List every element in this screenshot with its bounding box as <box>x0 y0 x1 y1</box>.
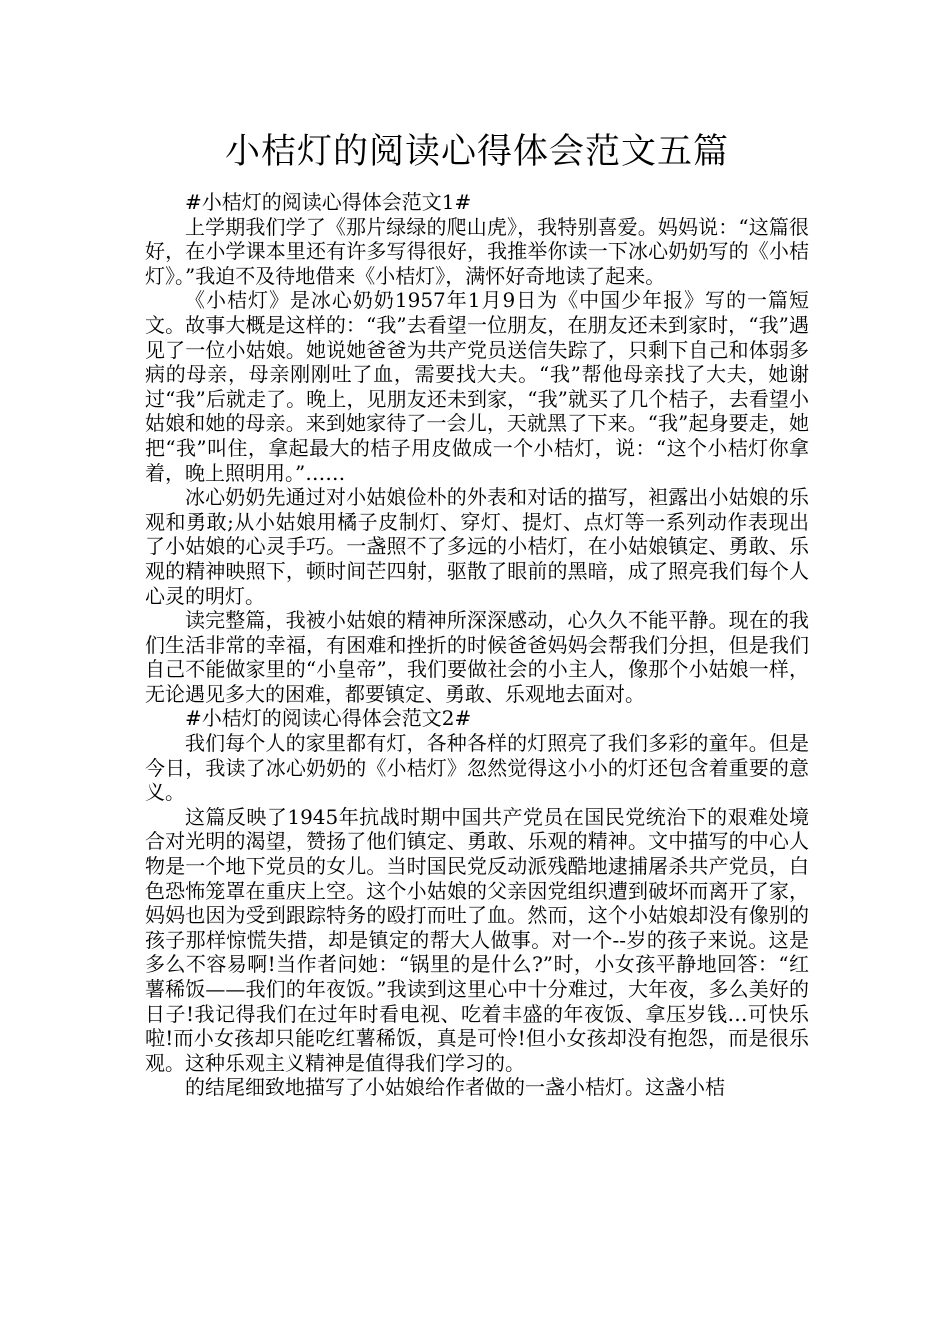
section-heading-2: #小桔灯的阅读心得体会范文2# <box>185 706 472 731</box>
paragraph: 读完整篇，我被小姑娘的精神所深深感动，心久久不能平静。现在的我们生活非常的幸福，有困难和挫折的时候爸爸妈妈会帮我们分担，但是我们自己不能做家里的“小皇帝”，我们要做社会的小主人，像那个小姑娘一样，无论遇见多大的困难，都要镇定、勇敢、乐观地去面对。 <box>145 608 809 706</box>
section-heading-1: #小桔灯的阅读心得体会范文1# <box>185 190 472 214</box>
paragraph: 《小桔灯》是冰心奶奶1957年1月9日为《中国少年报》写的一篇短文。故事大概是这样的：“我”去看望一位朋友，在朋友还未到家时，“我”遇见了一位小姑娘。她说她爸爸为共产党员送信失踪了，只剩下自己和体弱多病的母亲，母亲刚刚吐了血，需要找大夫。“我”帮他母亲找了大夫，她谢过“我”后就走了。晚上，见朋友还未到家，“我”就买了几个桔子，去看望小姑娘和她的母亲。来到她家待了一会儿，天就黑了下来。“我”起身要走，她把“我”叫住，拿起最大的桔子用皮做成一个小桔灯，说：“这个小桔灯你拿着，晚上照明用。”…… <box>145 288 809 485</box>
paragraph: 的结尾细致地描写了小姑娘给作者做的一盏小桔灯。这盏小桔 <box>185 1075 725 1100</box>
paragraph: 上学期我们学了《那片绿绿的爬山虎》，我特别喜爱。妈妈说：“这篇很好，在小学课本里还有许多写得很好，我推举你读一下冰心奶奶写的《小桔灯》。”我迫不及待地借来《小桔灯》，满怀好奇地读了起来。 <box>145 214 809 288</box>
document-page <box>145 118 809 1100</box>
paragraph: 冰心奶奶先通过对小姑娘俭朴的外表和对话的描写，袒露出小姑娘的乐观和勇敢;从小姑娘用橘子皮制灯、穿灯、提灯、点灯等一系列动作表现出了小姑娘的心灵手巧。一盏照不了多远的小桔灯，在小姑娘镇定、勇敢、乐观的精神映照下，顿时间芒四射，驱散了眼前的黑暗，成了照亮我们每个人心灵的明灯。 <box>145 485 809 608</box>
paragraph: 我们每个人的家里都有灯，各种各样的灯照亮了我们多彩的童年。但是今日，我读了冰心奶奶的《小桔灯》忽然觉得这小小的灯还包含着重要的意义。 <box>145 731 809 805</box>
document-body <box>145 190 809 1100</box>
document-title: 小桔灯的阅读心得体会范文五篇 <box>224 132 729 172</box>
paragraph: 这篇反映了1945年抗战时期中国共产党员在国民党统治下的艰难处境合对光明的渴望，赞扬了他们镇定、勇敢、乐观的精神。文中描写的中心人物是一个地下党员的女儿。当时国民党反动派残酷地逮捕屠杀共产党员，白色恐怖笼罩在重庆上空。这个小姑娘的父亲因党组织遭到破坏而离开了家，妈妈也因为受到跟踪特务的殴打而吐了血。然而，这个小姑娘却没有像别的孩子那样惊慌失措，却是镇定的帮大人做事。对一个--岁的孩子来说。这是多么不容易啊!当作者问她：“锅里的是什么?”时，小女孩平静地回答：“红薯稀饭——我们的年夜饭。”我读到这里心中十分难过，大年夜，多么美好的日子!我记得我们在过年时看电视、吃着丰盛的年夜饭、拿压岁钱…可快乐啦!而小女孩却只能吃红薯稀饭，真是可怜!但小女孩却没有抱怨，而是很乐观。这种乐观主义精神是值得我们学习的。 <box>145 804 809 1075</box>
